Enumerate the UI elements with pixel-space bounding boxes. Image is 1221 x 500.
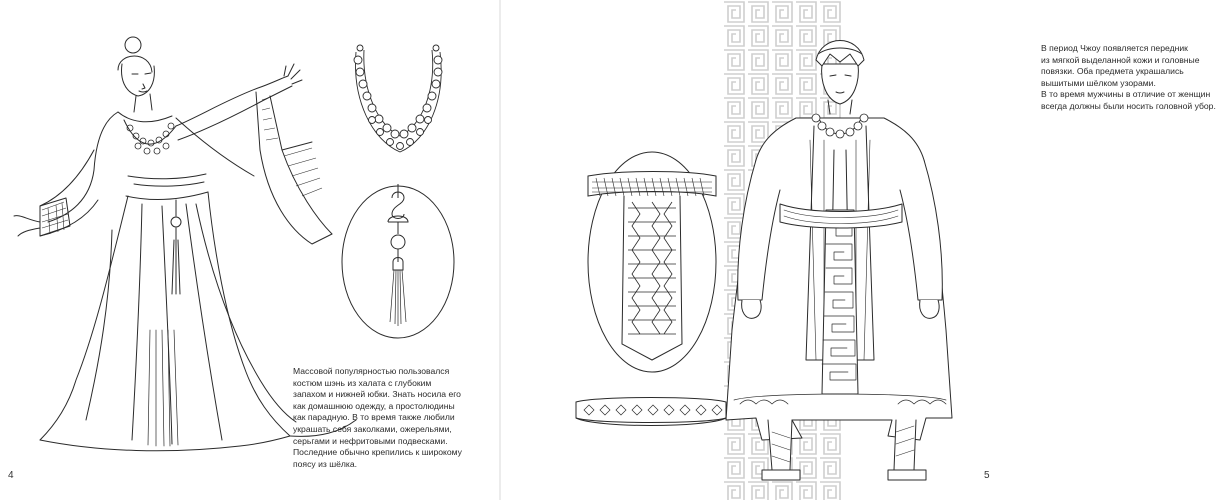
- page-number-left: 4: [8, 470, 14, 481]
- caption-line: всегда должны были носить головной убор.: [1041, 100, 1216, 111]
- caption-line: Массовой популярностью пользовался: [293, 366, 450, 376]
- left-page-caption: [293, 366, 489, 470]
- caption-line: повязки. Оба предмета украшались: [1041, 66, 1184, 77]
- caption-line: серьгами и нефритовыми подвесками.: [293, 435, 448, 446]
- caption-line: как парадную. В то время также любили: [293, 412, 455, 423]
- jade-pendant-illustration: [342, 184, 454, 338]
- caption-line: запахом и нижней юбки. Знать носила его: [293, 389, 461, 400]
- page-number-right: 5: [984, 470, 990, 481]
- necklace-illustration: [354, 45, 442, 152]
- caption-line: из мягкой выделанной кожи и головные: [1041, 54, 1200, 65]
- caption-line: украшать себя заколками, ожерельями,: [293, 423, 452, 434]
- caption-line: В период Чжоу появляется передник: [1041, 43, 1188, 53]
- man-in-robe-illustration: [726, 41, 952, 481]
- leather-apron-illustration: [588, 152, 716, 372]
- caption-line: поясу из шёлка.: [293, 458, 358, 469]
- left-page: [0, 0, 500, 500]
- caption-line: В то время мужчины в отличие от женщин: [1041, 89, 1211, 100]
- caption-line: как домашнюю одежду, а простолюдины: [293, 400, 455, 411]
- caption-line: Последние обычно крепились к широкому: [293, 447, 462, 458]
- right-page-caption: [1041, 43, 1221, 113]
- caption-line: костюм шэнь из халата с глубоким: [293, 377, 432, 388]
- caption-line: вышитыми шёлком узорами.: [1041, 77, 1156, 88]
- headband-illustration: [576, 398, 726, 426]
- right-page-artwork: [500, 0, 1000, 500]
